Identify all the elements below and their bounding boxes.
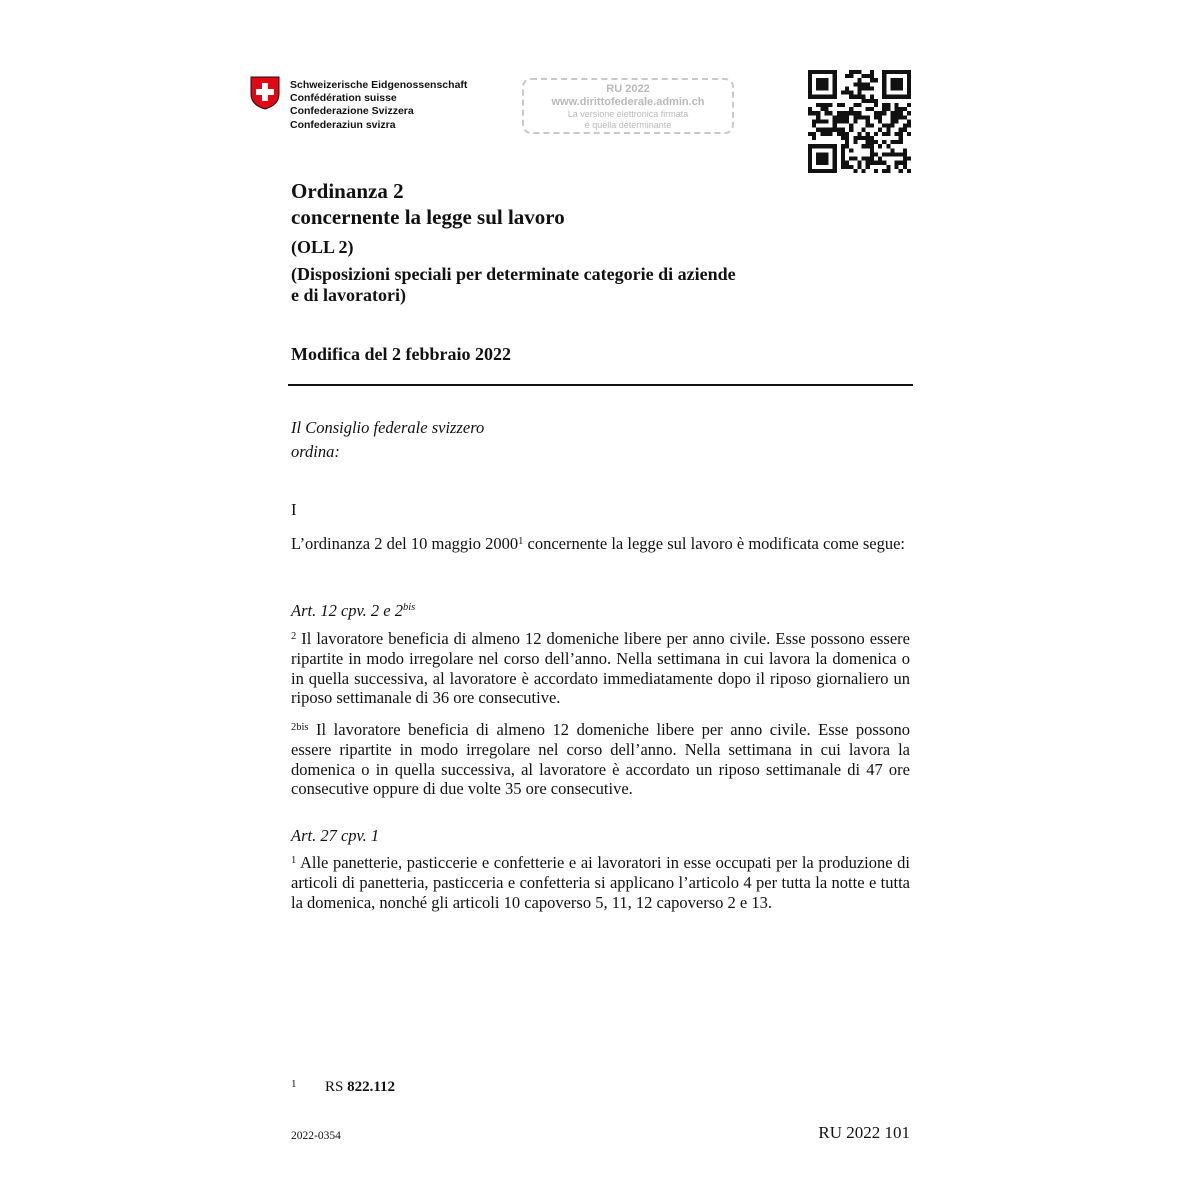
stamp-line-4: è quella determinante	[584, 119, 672, 130]
article-12-heading-sup: bis	[402, 602, 416, 613]
section-number: I	[291, 500, 297, 519]
footnote-number: 1	[291, 1078, 297, 1090]
confederation-names	[290, 79, 467, 132]
amendment-date: Modifica del 2 febbraio 2022	[291, 344, 511, 364]
confederation-name-rm: Confederaziun svizra	[290, 118, 396, 131]
subtitle-line-2: e di lavoratori)	[291, 285, 406, 305]
document-subtitle	[291, 264, 736, 306]
stamp-line-2: www.dirittofederale.admin.ch	[551, 96, 705, 108]
confederation-name-de: Schweizerische Eidgenossenschaft	[290, 79, 468, 91]
footnote-reference: 822.112	[347, 1079, 396, 1095]
title-line-1: Ordinanza 2	[291, 179, 404, 203]
intro-paragraph	[291, 534, 910, 554]
title-line-2: concernente la legge sul lavoro	[291, 205, 565, 229]
confederation-name-fr: Confédération suisse	[290, 92, 397, 105]
page-reference: RU 2022 101	[818, 1123, 910, 1142]
paragraph-number: 2bis	[291, 722, 309, 733]
paragraph-number: 2	[291, 631, 297, 642]
article-12-heading	[291, 601, 415, 621]
confederation-name-it: Confederazione Svizzera	[290, 105, 414, 118]
title-divider	[288, 384, 913, 386]
document-title	[291, 178, 565, 230]
stamp-line-3: La versione elettronica firmata	[567, 109, 689, 119]
footnote	[291, 1078, 395, 1096]
article-27-heading: Art. 27 cpv. 1	[291, 826, 380, 845]
document-abbreviation: (OLL 2)	[291, 237, 354, 257]
article-12-paragraph-2bis	[291, 720, 910, 799]
article-12-paragraph-2	[291, 629, 910, 708]
paragraph-number: 1	[291, 855, 297, 866]
subtitle-line-1: (Disposizioni speciali per determinate categorie di aziende	[291, 264, 736, 284]
paragraph-text: Il lavoratore beneficia di almeno 12 domeniche libere per anno civile. Esse possono essere ripartite in modo irregolare nel corso dell’anno. Nella settimana in cui lavora la domenica o in quella successiva, al lavoratore è accordato un riposo settimanale di 47 ore consecutive oppure di due volte 35 ore consecutive.	[291, 720, 910, 799]
footnote-prefix: RS	[325, 1079, 348, 1095]
electronic-version-stamp	[522, 78, 734, 134]
document-code: 2022-0354	[291, 1130, 341, 1142]
intro-text-before: L’ordinanza 2 del 10 maggio 2000	[291, 534, 519, 553]
swiss-coat-of-arms-icon	[250, 76, 280, 110]
council-line-2: ordina:	[291, 442, 340, 461]
paragraph-text: Alle panetterie, pasticcerie e confetterie e ai lavoratori in esse occupati per la produzione di articoli di panetteria, pasticceria e confetteria si applicano l’articolo 4 per tutta la notte e tutta la domenica, nonché gli articoli 10 capoverso 5, 11, 12 capoverso 2 e 13.	[291, 853, 910, 912]
article-27-paragraph-1	[291, 853, 910, 912]
council-line-1: Il Consiglio federale svizzero	[291, 418, 485, 437]
paragraph-text: Il lavoratore beneficia di almeno 12 domeniche libere per anno civile. Esse possono essere ripartite in modo irregolare nel corso dell’anno. Nella settimana in cui lavora la domenica o in quella successiva, al lavoratore è accordato immediatamente dopo il riposo giornaliero un riposo settimanale di 36 ore consecutive.	[291, 629, 910, 708]
stamp-line-1: RU 2022	[606, 83, 650, 95]
qr-code-icon	[808, 70, 911, 173]
footnote-ref[interactable]: 1	[518, 536, 524, 547]
article-12-heading-text: Art. 12 cpv. 2 e 2	[291, 601, 403, 620]
council-preamble	[291, 416, 484, 464]
intro-text-after: concernente la legge sul lavoro è modificata come segue:	[523, 534, 906, 553]
